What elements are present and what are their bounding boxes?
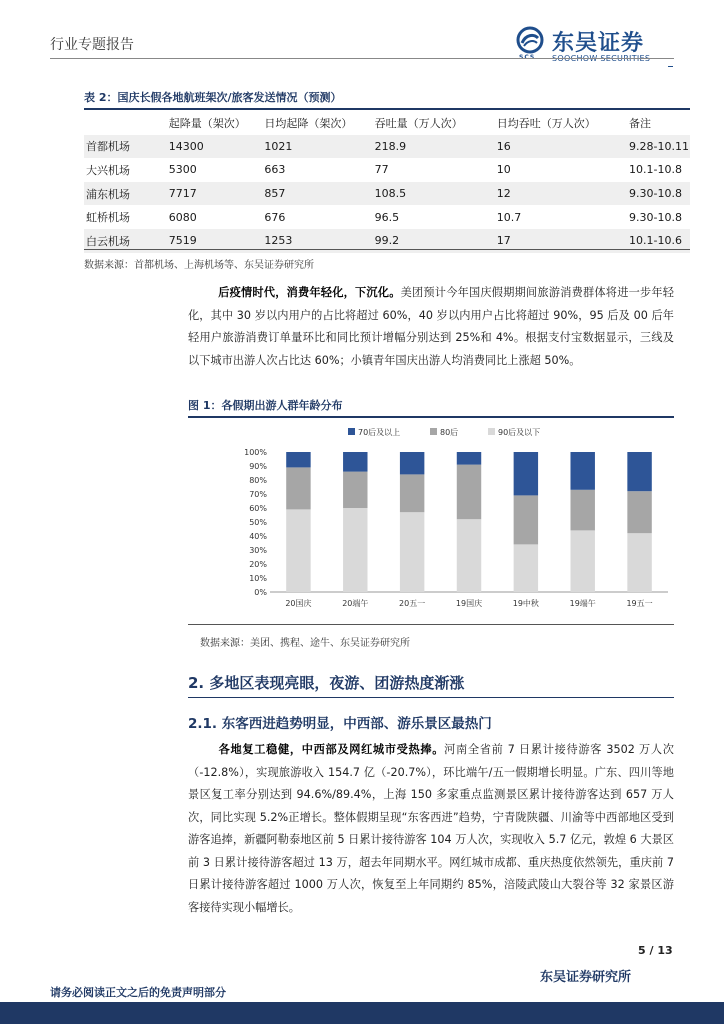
bar-segment [627, 452, 651, 491]
bar-segment [400, 512, 424, 592]
table-cell: 吞吐量（万人次） [374, 116, 463, 130]
bar-segment [570, 490, 594, 531]
bar-segment [286, 509, 310, 592]
header-tick [668, 66, 673, 67]
age-distribution-chart [188, 420, 674, 620]
table-row [84, 135, 690, 159]
y-tick-label: 100% [244, 448, 267, 457]
subsection-heading: 2.1. 东客西进趋势明显，中西部、游乐景区最热门 [188, 716, 492, 732]
bar-segment [343, 472, 367, 508]
y-tick-label: 20% [249, 560, 267, 569]
table-cell: 10.7 [496, 210, 522, 224]
paragraph-regional [188, 739, 674, 919]
bar-segment [400, 474, 424, 512]
x-tick-label: 20国庆 [285, 599, 312, 608]
table-cell: 日均吞吐（万人次） [496, 116, 596, 130]
soochow-logo-icon [516, 26, 544, 54]
table-cell: 9.30-10.8 [627, 182, 690, 206]
bar-segment [400, 452, 424, 474]
y-tick-label: 10% [249, 574, 267, 583]
paragraph-lead: 后疫情时代，消费年轻化，下沉化。 [218, 286, 401, 299]
table-cell: 12 [495, 182, 627, 206]
bar-segment [570, 530, 594, 592]
table-cell: 5300 [168, 163, 197, 177]
row-label [84, 111, 167, 135]
figure-top-rule [188, 416, 674, 418]
bar-segment [627, 491, 651, 533]
figure-caption: 图 1：各假期出游人群年龄分布 [188, 399, 343, 412]
table-cell: 77 [374, 163, 389, 177]
legend-swatch [488, 428, 495, 435]
section-heading-rule [188, 697, 674, 698]
table-cell: 663 [264, 163, 286, 177]
table-cell: 7519 [167, 229, 263, 253]
figure-bottom-rule [188, 624, 674, 625]
table-cell: 676 [264, 210, 286, 224]
table-caption: 表 2：国庆长假各地航班架次/旅客发送情况（预测） [84, 91, 342, 104]
bar-segment [457, 465, 481, 520]
x-tick-label: 20端午 [342, 599, 369, 608]
bar-segment [627, 533, 651, 592]
paragraph-text: 美团预计今年国庆假期期间旅游消费群体将进一步年轻化，其中 30 岁以内用户的占比将超过 60%，40 岁以内用户占比将超过 90%，95 后及 00 后年轻用户旅游消费订单量环比和同比预计增幅分别达到 25%和 4%。根据支付宝数据显示，三线及以下城市出游人次占比达 60%；小镇青年国庆出游人均消费同比上涨超 50%。 [188, 286, 674, 367]
section-heading: 2. 多地区表现亮眼，夜游、团游热度渐涨 [188, 674, 465, 692]
table-row [84, 205, 690, 229]
disclaimer-note: 请务必阅读正文之后的免责声明部分 [50, 986, 226, 999]
x-tick-label: 19国庆 [455, 599, 483, 608]
table-cell: 起降量（架次） [168, 116, 246, 130]
x-tick-label: 19五一 [626, 599, 653, 608]
table-cell: 96.5 [374, 210, 400, 224]
header-divider [50, 58, 674, 59]
paragraph-consumer-trend [188, 282, 674, 372]
table-cell: 108.5 [373, 182, 495, 206]
x-tick-label: 19中秋 [512, 599, 539, 608]
table-row [84, 158, 690, 182]
table-cell: 备注 [629, 116, 652, 130]
page-number: 5 / 13 [638, 944, 673, 957]
bar-segment [514, 544, 538, 592]
bar-segment [343, 508, 367, 592]
table-cell: 99.2 [373, 229, 495, 253]
row-label: 首都机场 [84, 135, 167, 159]
y-tick-label: 40% [249, 532, 267, 541]
paragraph-lead: 各地复工稳健，中西部及网红城市受热捧。 [218, 743, 445, 756]
y-tick-label: 30% [249, 546, 267, 555]
legend-label: 80后 [440, 428, 459, 437]
table-cell: 9.28-10.11 [627, 135, 690, 159]
table-cell: 14300 [167, 135, 263, 159]
table-top-rule [84, 108, 690, 110]
y-tick-label: 70% [249, 490, 267, 499]
y-tick-label: 0% [254, 588, 267, 597]
row-label: 浦东机场 [84, 182, 167, 206]
table-cell: 16 [495, 135, 627, 159]
row-label: 虹桥机场 [86, 211, 130, 225]
y-tick-label: 60% [249, 504, 267, 513]
report-type-title: 行业专题报告 [50, 37, 134, 53]
logo-chinese-name: 东吴证券 [552, 31, 645, 56]
footer-organization: 东吴证券研究所 [540, 970, 632, 985]
table-header-row [84, 111, 690, 135]
table-cell: 10 [496, 163, 511, 177]
bar-segment [514, 495, 538, 544]
legend-label: 70后及以上 [358, 428, 401, 437]
row-label: 白云机场 [84, 229, 167, 253]
airport-traffic-table [84, 111, 690, 253]
legend-swatch [430, 428, 437, 435]
table-bottom-rule [84, 249, 690, 250]
bar-segment [286, 452, 310, 467]
footer-bar [0, 1002, 724, 1024]
legend-swatch [348, 428, 355, 435]
table-cell: 1021 [262, 135, 372, 159]
paragraph-text: 河南全省前 7 日累计接待游客 3502 万人次（-12.8%），实现旅游收入 154.7 亿（-20.7%），环比端午/五一假期增长明显。广东、四川等地景区复工率分别达到 94.6%/89.4%，上海 150 多家重点监测景区累计接待游客达到 657 万人次，同比实现 5.2%正增长。整体假期呈现“东客西进”趋势，宁青陇陕疆、川渝等中西部地区受到游客追捧，新疆阿勒泰地区前 5 日累计接待游客 104 万人次，实现收入 5.7 亿元，敦煌 6 大景区前 3 日累计接待游客超过 13 万，超去年同期水平。网红城市成都、重庆热度依然领先，重庆前 7 日累计接待游客超过 1000 万人次，恢复至上年同期约 85%，涪陵武陵山大裂谷等 32 家景区游客接待实现小幅增长。 [188, 743, 674, 914]
table-cell: 218.9 [373, 135, 495, 159]
table-cell: 6080 [168, 210, 197, 224]
table-cell: 10.1-10.6 [627, 229, 690, 253]
table-cell: 7717 [167, 182, 263, 206]
table-cell: 10.1-10.8 [629, 163, 682, 177]
y-tick-label: 90% [249, 462, 267, 471]
x-tick-label: 19端午 [569, 599, 596, 608]
table-cell: 17 [495, 229, 627, 253]
table-source: 数据来源：首都机场、上海机场等、东吴证券研究所 [84, 260, 314, 271]
legend-label: 90后及以下 [498, 428, 541, 437]
bar-segment [570, 452, 594, 490]
table-cell: 1253 [262, 229, 372, 253]
table-cell: 857 [262, 182, 372, 206]
bar-segment [343, 452, 367, 472]
y-tick-label: 50% [249, 518, 267, 527]
table-cell: 日均起降（架次） [264, 116, 353, 130]
bar-segment [457, 519, 481, 592]
bar-segment [514, 452, 538, 495]
table-cell: 9.30-10.8 [629, 210, 682, 224]
row-label: 大兴机场 [86, 163, 130, 177]
figure-source: 数据来源：美团、携程、途牛、东吴证券研究所 [200, 638, 410, 649]
bar-segment [286, 467, 310, 509]
bar-segment [457, 452, 481, 465]
y-tick-label: 80% [249, 476, 267, 485]
x-tick-label: 20五一 [399, 599, 426, 608]
table-row [84, 182, 690, 206]
